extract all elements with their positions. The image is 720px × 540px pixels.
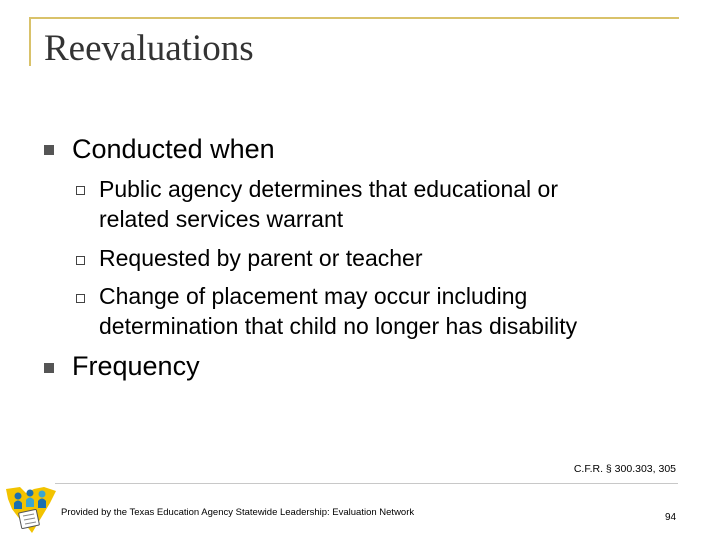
bullet-frequency: Frequency — [72, 351, 200, 381]
texas-evaluation-network-logo-icon — [4, 483, 58, 537]
sub-bullet-line: Requested by parent or teacher — [99, 245, 423, 271]
footer-credit: Provided by the Texas Education Agency Statewide Leadership: Evaluation Network — [61, 507, 415, 518]
hollow-square-bullet-icon — [76, 256, 85, 265]
footer-divider — [55, 483, 678, 484]
sub-bullet-line: determination that child no longer has disability — [99, 313, 578, 339]
bullet-conducted-when: Conducted when — [72, 134, 275, 164]
sub-bullet-line: related services warrant — [99, 206, 344, 232]
sub-bullet-line: Public agency determines that educational or — [99, 176, 559, 202]
page-number: 94 — [665, 512, 677, 523]
hollow-square-bullet-icon — [76, 294, 85, 303]
bullet-square-icon — [44, 363, 54, 373]
sub-bullet-line: Change of placement may occur including — [99, 283, 528, 309]
citation: C.F.R. § 300.303, 305 — [573, 463, 676, 475]
bullet-square-icon — [44, 145, 54, 155]
slide-title: Reevaluations — [44, 28, 254, 69]
hollow-square-bullet-icon — [76, 186, 85, 195]
title-frame-top-line — [29, 17, 679, 19]
title-frame-left-line — [29, 17, 31, 66]
